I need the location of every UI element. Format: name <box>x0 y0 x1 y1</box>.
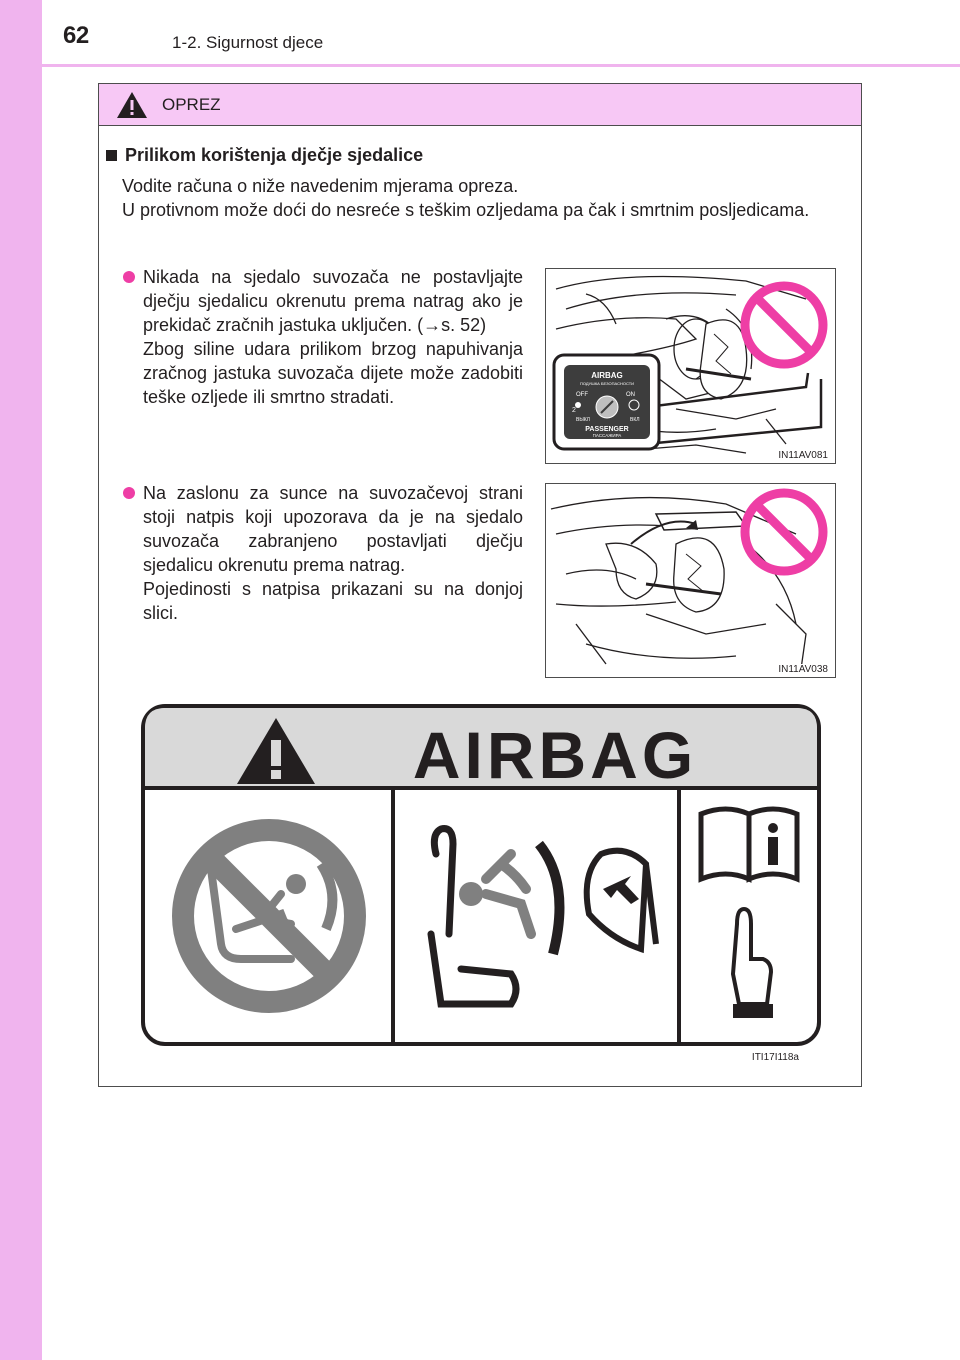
bullet-1-text-1: Nikada na sjedalo suvozača ne postavljajte dječju sjedalicu okrenutu prema natrag ako je prekidač zračnih jastuka uključen. (→s. 52) <box>143 267 523 335</box>
label-code: ITI17I118a <box>751 1052 799 1063</box>
car-interior-illustration <box>546 269 836 464</box>
figure-sun-visor <box>545 483 836 678</box>
bullet-2-text-2: Pojedinosti s natpisa prikazani su na donjoj slici. <box>143 579 523 623</box>
bullet-item-1 <box>123 265 523 409</box>
figure-1-code: IN11AV081 <box>778 450 828 461</box>
square-bullet-icon <box>106 150 117 161</box>
switch-title-ru: ПОДУШКА БЕЗОПАСНОСТИ <box>579 381 635 386</box>
header-rule <box>42 64 960 67</box>
label-title: AIRBAG <box>412 718 698 792</box>
figure-airbag-switch <box>545 268 836 464</box>
switch-title: AIRBAG <box>591 371 623 380</box>
switch-passenger: PASSENGER <box>585 426 629 433</box>
caution-box <box>98 83 862 1087</box>
no-entry-icon <box>745 493 823 571</box>
bullet-dot-icon <box>123 487 135 499</box>
section-title: 1-2. Sigurnost djece <box>172 33 324 52</box>
bullet-1-text-2: Zbog siline udara prilikom brzog napuhivanja zračnog jastuka suvozača dijete može zadobiti teške ozljede ili smrtno stradati. <box>143 339 523 407</box>
caution-header <box>99 84 861 126</box>
bullet-item-2 <box>123 481 523 625</box>
intro-text <box>122 174 844 222</box>
no-rear-facing-seat-icon <box>183 830 355 1002</box>
bullet-2-text-1: Na zaslonu za sunce na suvozačevoj strani stoji natpis koji upozorava da je na sjedalo suvozača zabranjeno postavljati dječju sjedalicu okrenutu prema natrag. <box>143 483 523 575</box>
intro-line-2: U protivnom može doći do nesreće s teškim ozljedama pa čak i smrtnim posljedicama. <box>122 200 810 220</box>
airbag-label-illustration <box>141 704 829 1078</box>
bullet-dot-icon <box>123 271 135 283</box>
switch-off-label: OFF <box>576 392 588 398</box>
manual-info-icon <box>701 809 797 879</box>
page-number: 62 <box>63 22 89 49</box>
no-entry-icon <box>745 286 823 364</box>
sub-heading <box>106 145 423 166</box>
figure-2-code: IN11AV038 <box>778 664 828 675</box>
switch-on-ru: ВКЛ <box>630 417 640 423</box>
intro-line-1: Vodite računa o niže navedenim mjerama opreza. <box>122 176 519 196</box>
warning-triangle-icon <box>115 90 149 120</box>
airbag-warning-label <box>141 704 829 1078</box>
side-color-strip <box>0 0 42 1360</box>
switch-number: 2 <box>572 407 576 414</box>
sun-visor-illustration <box>546 484 836 678</box>
switch-off-ru: ВЫКЛ <box>576 417 590 423</box>
switch-passenger-ru: ПАССАЖИРА <box>592 433 622 438</box>
sub-heading-text: Prilikom korištenja dječje sjedalice <box>125 145 424 165</box>
caution-label: OPREZ <box>162 95 221 114</box>
switch-on-label: ON <box>626 392 635 398</box>
